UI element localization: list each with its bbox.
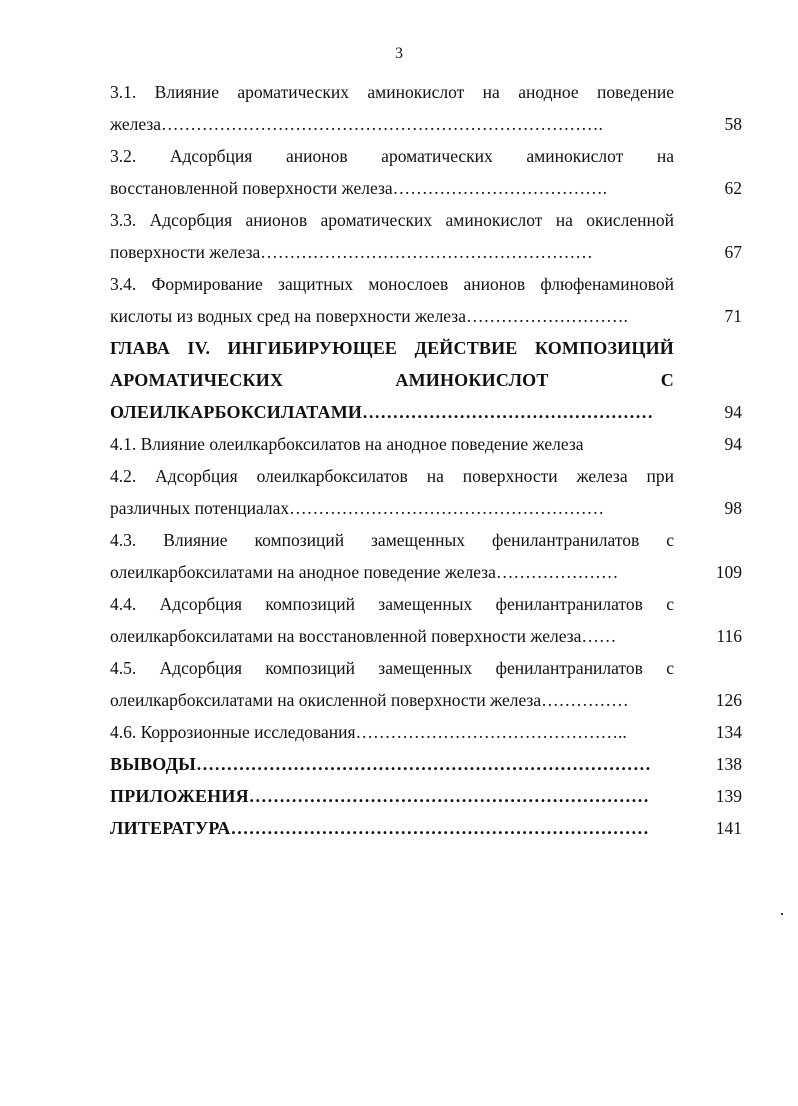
toc-entry <box>110 780 742 812</box>
toc-entry-line: кислоты из водных сред на поверхности железа………………………. <box>110 306 628 326</box>
toc-entry-line: олеилкарбоксилатами на анодное поведение железа………………… <box>110 562 619 582</box>
toc-page-number: 138 <box>715 754 742 774</box>
toc-entry <box>110 268 742 332</box>
toc-entry-line: 4.3. Влияние композиций замещенных фенилантранилатов с <box>110 530 674 550</box>
toc-entry-line: поверхности железа………………………………………………… <box>110 242 593 262</box>
toc-entry-title <box>110 812 674 844</box>
toc-entry-line: железа…………………………………………………………………. <box>110 114 603 134</box>
toc-entry-title <box>110 716 674 748</box>
toc-entry-line: АРОМАТИЧЕСКИХ АМИНОКИСЛОТ С <box>110 370 674 390</box>
toc-page-number: 134 <box>715 722 742 742</box>
toc-page-number: 126 <box>715 690 742 710</box>
toc-entry-line: 3.4. Формирование защитных монослоев анионов флюфенаминовой <box>110 274 674 294</box>
toc-page-number: 71 <box>724 306 742 326</box>
toc-entry-line: 4.4. Адсорбция композиций замещенных фенилантранилатов с <box>110 594 674 614</box>
toc-entry <box>110 428 742 460</box>
toc-entry-line: 4.5. Адсорбция композиций замещенных фенилантранилатов с <box>110 658 674 678</box>
toc-entry <box>110 812 742 844</box>
toc-entry <box>110 588 742 652</box>
toc-entry <box>110 204 742 268</box>
toc-entry-title <box>110 268 674 332</box>
toc-entry-title <box>110 76 674 140</box>
toc-entry-line: 4.6. Коррозионные исследования……………………………………….. <box>110 722 627 742</box>
toc-page-number: 67 <box>724 242 742 262</box>
toc-entry-title <box>110 748 674 780</box>
toc-page-number: 116 <box>716 626 742 646</box>
toc-entry-title <box>110 428 674 460</box>
table-of-contents <box>110 76 742 844</box>
toc-entry-line: 3.2. Адсорбция анионов ароматических аминокислот на <box>110 146 674 166</box>
toc-entry <box>110 76 742 140</box>
toc-page-number: 109 <box>715 562 742 582</box>
toc-entry-title <box>110 652 674 716</box>
page-number: 3 <box>395 45 403 62</box>
scan-speck <box>781 913 783 915</box>
toc-entry-title <box>110 204 674 268</box>
toc-page-number: 98 <box>724 498 742 518</box>
toc-page-number: 58 <box>724 114 742 134</box>
toc-page-number: 139 <box>715 786 742 806</box>
toc-entry <box>110 716 742 748</box>
toc-page-number: 62 <box>724 178 742 198</box>
toc-entry-title <box>110 588 674 652</box>
toc-entry-title <box>110 460 674 524</box>
toc-page-number: 141 <box>715 818 742 838</box>
toc-entry-line: 3.1. Влияние ароматических аминокислот на анодное поведение <box>110 82 674 102</box>
toc-entry <box>110 140 742 204</box>
toc-entry-line: восстановленной поверхности железа………………………………. <box>110 178 608 198</box>
toc-entry-line: ОЛЕИЛКАРБОКСИЛАТАМИ………………………………………… <box>110 402 654 422</box>
toc-entry <box>110 652 742 716</box>
toc-entry <box>110 748 742 780</box>
toc-entry-title <box>110 332 674 428</box>
toc-entry-line: 3.3. Адсорбция анионов ароматических аминокислот на окисленной <box>110 210 674 230</box>
toc-entry-title <box>110 780 674 812</box>
toc-page-number: 94 <box>724 402 742 422</box>
toc-entry-line: различных потенциалах……………………………………………… <box>110 498 605 518</box>
toc-entry-line: 4.2. Адсорбция олеилкарбоксилатов на поверхности железа при <box>110 466 674 486</box>
toc-entry-title <box>110 524 674 588</box>
toc-entry-line: ПРИЛОЖЕНИЯ………………………………………………………… <box>110 786 650 806</box>
toc-entry-line: олеилкарбоксилатами на восстановленной поверхности железа…… <box>110 626 617 646</box>
toc-page-number: 94 <box>724 434 742 454</box>
toc-entry <box>110 460 742 524</box>
toc-entry <box>110 332 742 428</box>
toc-entry-line: ГЛАВА IV. ИНГИБИРУЮЩЕЕ ДЕЙСТВИЕ КОМПОЗИЦИЙ <box>110 338 674 358</box>
toc-entry <box>110 524 742 588</box>
toc-entry-title <box>110 140 674 204</box>
toc-entry-line: ЛИТЕРАТУРА…………………………………………………………… <box>110 818 650 838</box>
toc-entry-line: 4.1. Влияние олеилкарбоксилатов на анодное поведение железа <box>110 434 584 454</box>
toc-entry-line: ВЫВОДЫ………………………………………………………………… <box>110 754 652 774</box>
toc-entry-line: олеилкарбоксилатами на окисленной поверхности железа…………… <box>110 690 629 710</box>
